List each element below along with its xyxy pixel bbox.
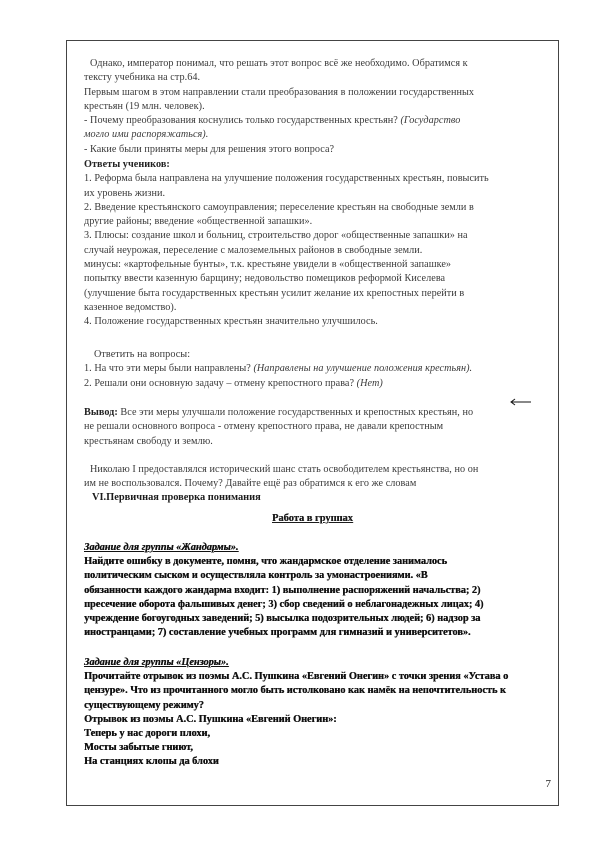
poem-line: На станциях клопы да блохи xyxy=(84,756,219,768)
text-line: их уровень жизни. xyxy=(84,187,166,199)
task-line: пресечение оборота фальшивых денег; 3) сбор сведений о неблагонадежных лицах; 4) xyxy=(84,598,484,610)
questions-heading: Ответить на вопросы: xyxy=(94,349,191,360)
nicholas-paragraph xyxy=(84,463,554,492)
text-line: тексту учебника на стр.64. xyxy=(84,72,201,84)
text-line: Однако, император понимал, что решать этот вопрос всё же необходимо. Обратимся к xyxy=(90,58,468,69)
task-line: Отрывок из поэмы А.С. Пушкина «Евгений Онегин»: xyxy=(84,713,337,725)
left-arrow-icon xyxy=(509,398,531,406)
text-line: 4. Положение государственных крестьян значительно улучшилось. xyxy=(84,316,378,328)
question-line xyxy=(84,362,554,376)
poem-line: Теперь у нас дороги плохи, xyxy=(84,728,210,740)
question-text: 1. На что эти меры были направлены? xyxy=(84,363,254,375)
section-title: VI.Первичная проверка понимания xyxy=(92,492,261,503)
answers-heading: Ответы учеников: xyxy=(84,159,170,170)
text-line: 2. Введение крестьянского самоуправления; переселение крестьян на свободные земли в xyxy=(84,201,474,213)
poem-line: Мосты забытые гниют, xyxy=(84,742,193,754)
conclusion-block xyxy=(84,406,554,449)
questions-block xyxy=(84,348,554,391)
task-line: иностранцами; 7) составление учебных программ для гимназий и университетов». xyxy=(84,627,471,639)
intro-paragraph xyxy=(84,57,554,157)
page-number: 7 xyxy=(545,778,551,790)
text-line: крестьян (19 млн. человек). xyxy=(84,100,205,112)
task-line: Найдите ошибку в документе, помня, что жандармское отделение занималось xyxy=(84,556,447,568)
text-line: попытку ввести казенную барщину; недовольство помещиков реформой Киселева xyxy=(84,273,446,285)
question-line xyxy=(84,114,554,128)
conclusion-label: Вывод: xyxy=(84,407,118,418)
text-line: (улучшение быта государственных крестьян усилит желание их крепостных перейти в xyxy=(84,287,465,299)
task-line: учреждение богоугодных заведений; 5) высылка подозрительных людей; 6) надзор за xyxy=(84,613,481,625)
answer-italic: могло ими распоряжаться). xyxy=(84,129,209,141)
text-line: 3. Плюсы: создание школ и больниц, строительство дорог «общественные запашки» на xyxy=(84,230,468,242)
text-line: крестьянам свободу и землю. xyxy=(84,435,213,447)
task-title: Задание для группы «Цензоры». xyxy=(84,657,229,668)
censors-task xyxy=(84,656,554,770)
group-work-title: Работа в группах xyxy=(272,513,353,524)
task-line: политическим сыском и осуществляла контроль за умонастроениями. «В xyxy=(84,570,428,582)
text-line: минусы: «картофельные бунты», т.к. крестьяне увидели в «общественной запашке» xyxy=(84,259,452,271)
text-line: Первым шагом в этом направлении стали преобразования в положении государственных xyxy=(84,86,474,98)
answer-italic: (Направлены на улучшение положения крестьян). xyxy=(253,363,473,375)
question-line: - Какие были приняты меры для решения этого вопроса? xyxy=(84,143,335,155)
text-line: им не воспользовался. Почему? Давайте ещё раз обратимся к его же словам xyxy=(84,478,417,490)
text-line: Николаю I предоставлялся исторический шанс стать освободителем крестьянства, но он xyxy=(90,464,479,475)
question-text: - Почему преобразования коснулись только государственных крестьян? xyxy=(84,115,401,127)
question-line xyxy=(84,377,554,391)
task-line: существующему режиму? xyxy=(84,699,204,711)
text-line: другие районы; введение «общественной запашки». xyxy=(84,216,313,228)
text: Все эти меры улучшали положение государственных и крепостных крестьян, но xyxy=(117,407,474,418)
answer-italic: (Государство xyxy=(400,115,461,127)
task-line: цензуре». Что из прочитанного могло быть истолковано как намёк на непочтительность к xyxy=(84,685,506,697)
task-title: Задание для группы «Жандармы». xyxy=(84,542,239,553)
question-text: 2. Решали они основную задачу – отмену крепостного права? xyxy=(84,377,357,389)
text-line: казенное ведомство). xyxy=(84,301,177,313)
text-line: случай неурожая, переселение с малоземельных районов в свободные земли. xyxy=(84,244,423,256)
answer-italic: (Нет) xyxy=(356,377,383,389)
text-line: 1. Реформа была направлена на улучшение положения государственных крестьян, повысить xyxy=(84,173,489,185)
answers-block xyxy=(84,158,554,330)
text-line: не решали основного вопроса - отмену крепостного права, не давали крепостным xyxy=(84,421,444,433)
task-line: обязанности каждого жандарма входит: 1) выполнение распоряжений начальства; 2) xyxy=(84,584,481,596)
task-line: Прочитайте отрывок из поэмы А.С. Пушкина «Евгений Онегин» с точки зрения «Устава о xyxy=(84,671,509,683)
conclusion-line xyxy=(84,406,554,420)
gendarmes-task xyxy=(84,541,554,640)
